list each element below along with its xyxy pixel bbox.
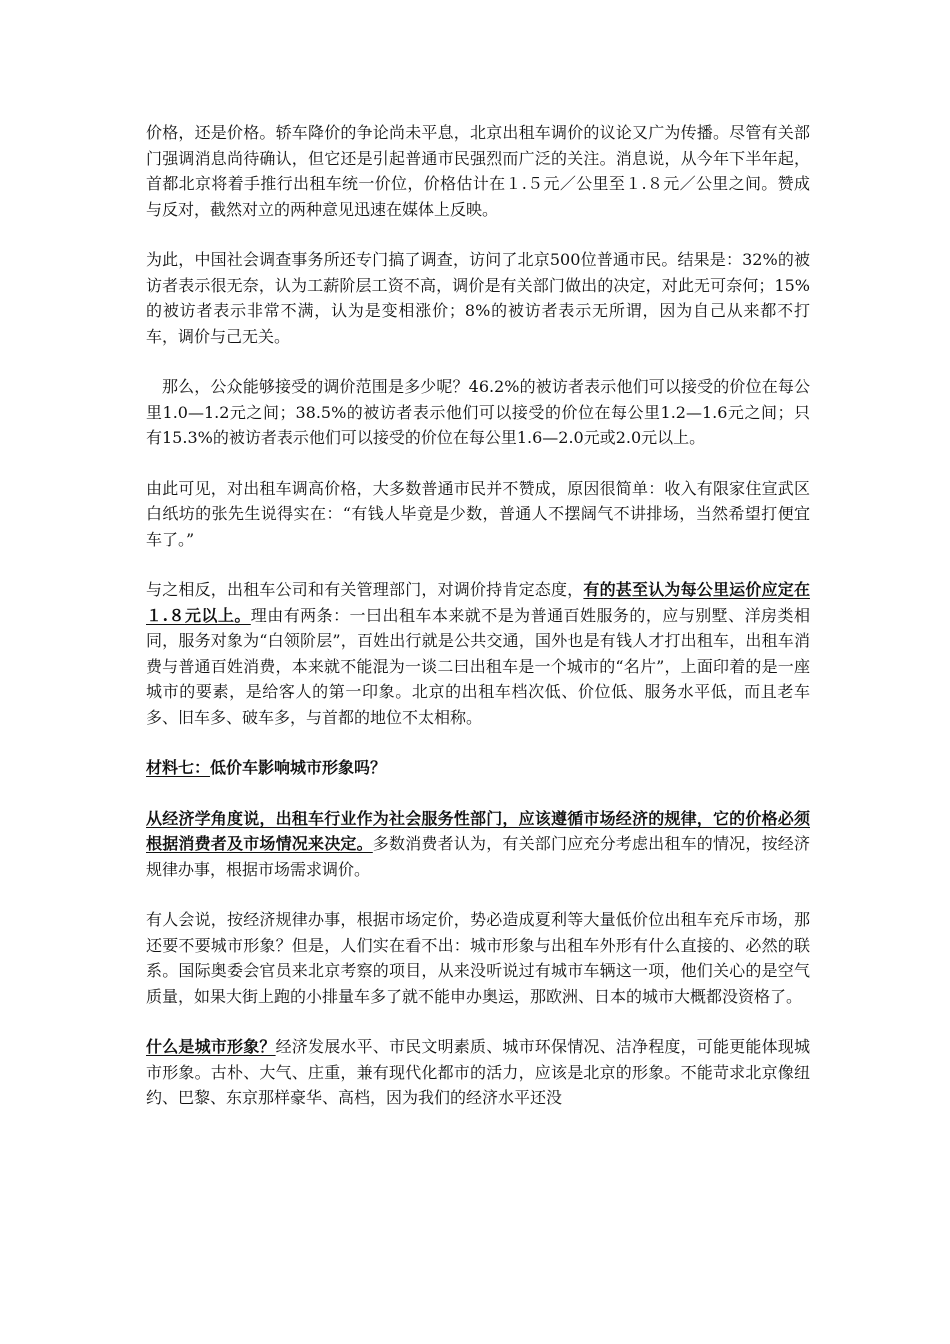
paragraph-price-debate: 价格，还是价格。轿车降价的争论尚未平息，北京出租车调价的议论又广为传播。尽管有关部门强调消息尚待确认，但它还是引起普通市民强烈而广泛的关注。消息说，从今年下半年起，首都北京将着手推行出租车统一价位，价格估计在１.５元／公里至１.８元／公里之间。赞成与反对，截然对立的两种意见迅速在媒体上反映。 [146,123,810,219]
document-body [146,120,810,1136]
paragraph-survey: 为此，中国社会调查事务所还专门搞了调查，访问了北京500位普通市民。结果是：32%的被访者表示很无奈，认为工薪阶层工资不高，调价是有关部门做出的决定，对此无可奈何；15%的被访者表示非常不满，认为是变相涨价；8%的被访者表示无所谓，因为自己从来都不打车，调价与己无关。 [146,250,810,346]
underlined-phrase: 有的甚至认为每公里运价应定在１.８元以上。 [146,580,810,625]
paragraph-city-image-debate: 有人会说，按经济规律办事，根据市场定价，势必造成夏利等大量低价位出租车充斥市场，那还要不要城市形象？但是，人们实在看不出：城市形象与出租车外形有什么直接的、必然的联系。国际奥委会官员来北京考察的项目，从来没听说过有城市车辆这一项，他们关心的是空气质量，如果大街上跑的小排量车多了就不能申办奥运，那欧洲、日本的城市大概都没资格了。 [146,910,810,1006]
section-heading-text: 低价车影响城市形象吗？ [210,758,387,777]
paragraph-citizen-opinion: 由此可见，对出租车调高价格，大多数普通市民并不赞成，原因很简单：收入有限家住宣武区白纸坊的张先生说得实在：“有钱人毕竟是少数，普通人不摆阔气不讲排场，当然希望打便宜车了。” [146,478,810,549]
paragraph-company-view [146,577,810,730]
paragraph-economics [146,806,810,883]
text-segment: 理由有两条：一曰出租车本来就不是为普通百姓服务的，应与别墅、洋房类相同，服务对象为“白领阶层”，百姓出行就是公共交通，国外也是有钱人才打出租车，出租车消费与普通百姓消费，本来就不能混为一谈二曰出租车是一个城市的“名片”，上面印着的是一座城市的要素，是给客人的第一印象。北京的出租车档次低、价位低、服务水平低，而且老车多、旧车多、破车多，与首都的地位不太相称。 [146,605,810,727]
text-segment: 多数消费者认为，有关部门应充分考虑出租车的情况，按经济规律办事，根据市场需求调价。 [146,834,810,879]
underlined-phrase: 从经济学角度说，出租车行业作为社会服务性部门，应该遵循市场经济的规律，它的价格必须根据消费者及市场情况来决定。 [146,808,810,853]
paragraph-acceptable-range: 那么，公众能够接受的调价范围是多少呢？46.2%的被访者表示他们可以接受的价位在每公里1.0—1.2元之间；38.5%的被访者表示他们可以接受的价位在每公里1.2—1.6元之间；只有15.3%的被访者表示他们可以接受的价位在每公里1.6—2.0元或2.0元以上。 [146,377,810,447]
underlined-phrase: 什么是城市形象？ [146,1037,276,1056]
paragraph-what-is-city-image [146,1034,810,1111]
section-heading-label: 材料七： [146,758,211,777]
text-segment: 与之相反，出租车公司和有关管理部门，对调价持肯定态度， [146,580,584,599]
section-heading [146,755,810,781]
text-segment: 经济发展水平、市民文明素质、城市环保情况、洁净程度，可能更能体现城市形象。古朴、大气、庄重，兼有现代化都市的活力，应该是北京的形象。不能苛求北京像纽约、巴黎、东京那样豪华、高档，因为我们的经济水平还没 [146,1037,810,1107]
